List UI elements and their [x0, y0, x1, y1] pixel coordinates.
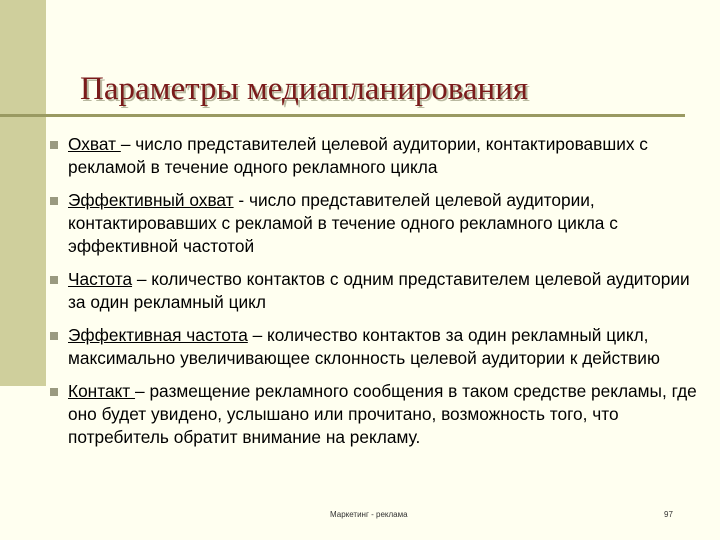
- definition-text: – количество контактов за один рекламный цикл, максимально увеличивающее склонность целевой аудитории к действию: [68, 325, 660, 368]
- slide-title: Параметры медиапланирования: [80, 71, 529, 107]
- title-underline-rule: [0, 114, 685, 117]
- square-bullet-icon: [50, 276, 58, 284]
- page-number: 97: [664, 510, 673, 519]
- list-item: [48, 133, 708, 179]
- term-frequency: Частота: [68, 269, 133, 289]
- definition-text: – количество контактов с одним представителем целевой аудитории за один рекламный цикл: [68, 269, 690, 312]
- term-effective-frequency: Эффективная частота: [68, 325, 248, 345]
- square-bullet-icon: [50, 141, 58, 149]
- square-bullet-icon: [50, 332, 58, 340]
- list-item: [48, 189, 708, 258]
- definition-list: [48, 133, 708, 459]
- list-item: [48, 268, 708, 314]
- square-bullet-icon: [50, 388, 58, 396]
- footer-text: Маркетинг - реклама: [330, 510, 408, 519]
- list-item: [48, 324, 708, 370]
- square-bullet-icon: [50, 197, 58, 205]
- list-item: [48, 380, 708, 449]
- term-reach: Охват: [68, 134, 121, 154]
- term-contact: Контакт: [68, 381, 136, 401]
- side-bar-decoration: [0, 0, 46, 386]
- definition-text: – число представителей целевой аудитории, контактировавших с рекламой в течение одного рекламного цикла: [68, 134, 648, 177]
- definition-text: – размещение рекламного сообщения в таком средстве рекламы, где оно будет увидено, услышано или прочитано, возможность того, что потребитель обратит внимание на рекламу.: [68, 381, 697, 447]
- definition-text: - число представителей целевой аудитории, контактировавших с рекламой в течение одного рекламного цикла с эффективной частотой: [68, 190, 618, 256]
- term-effective-reach: Эффективный охват: [68, 190, 234, 210]
